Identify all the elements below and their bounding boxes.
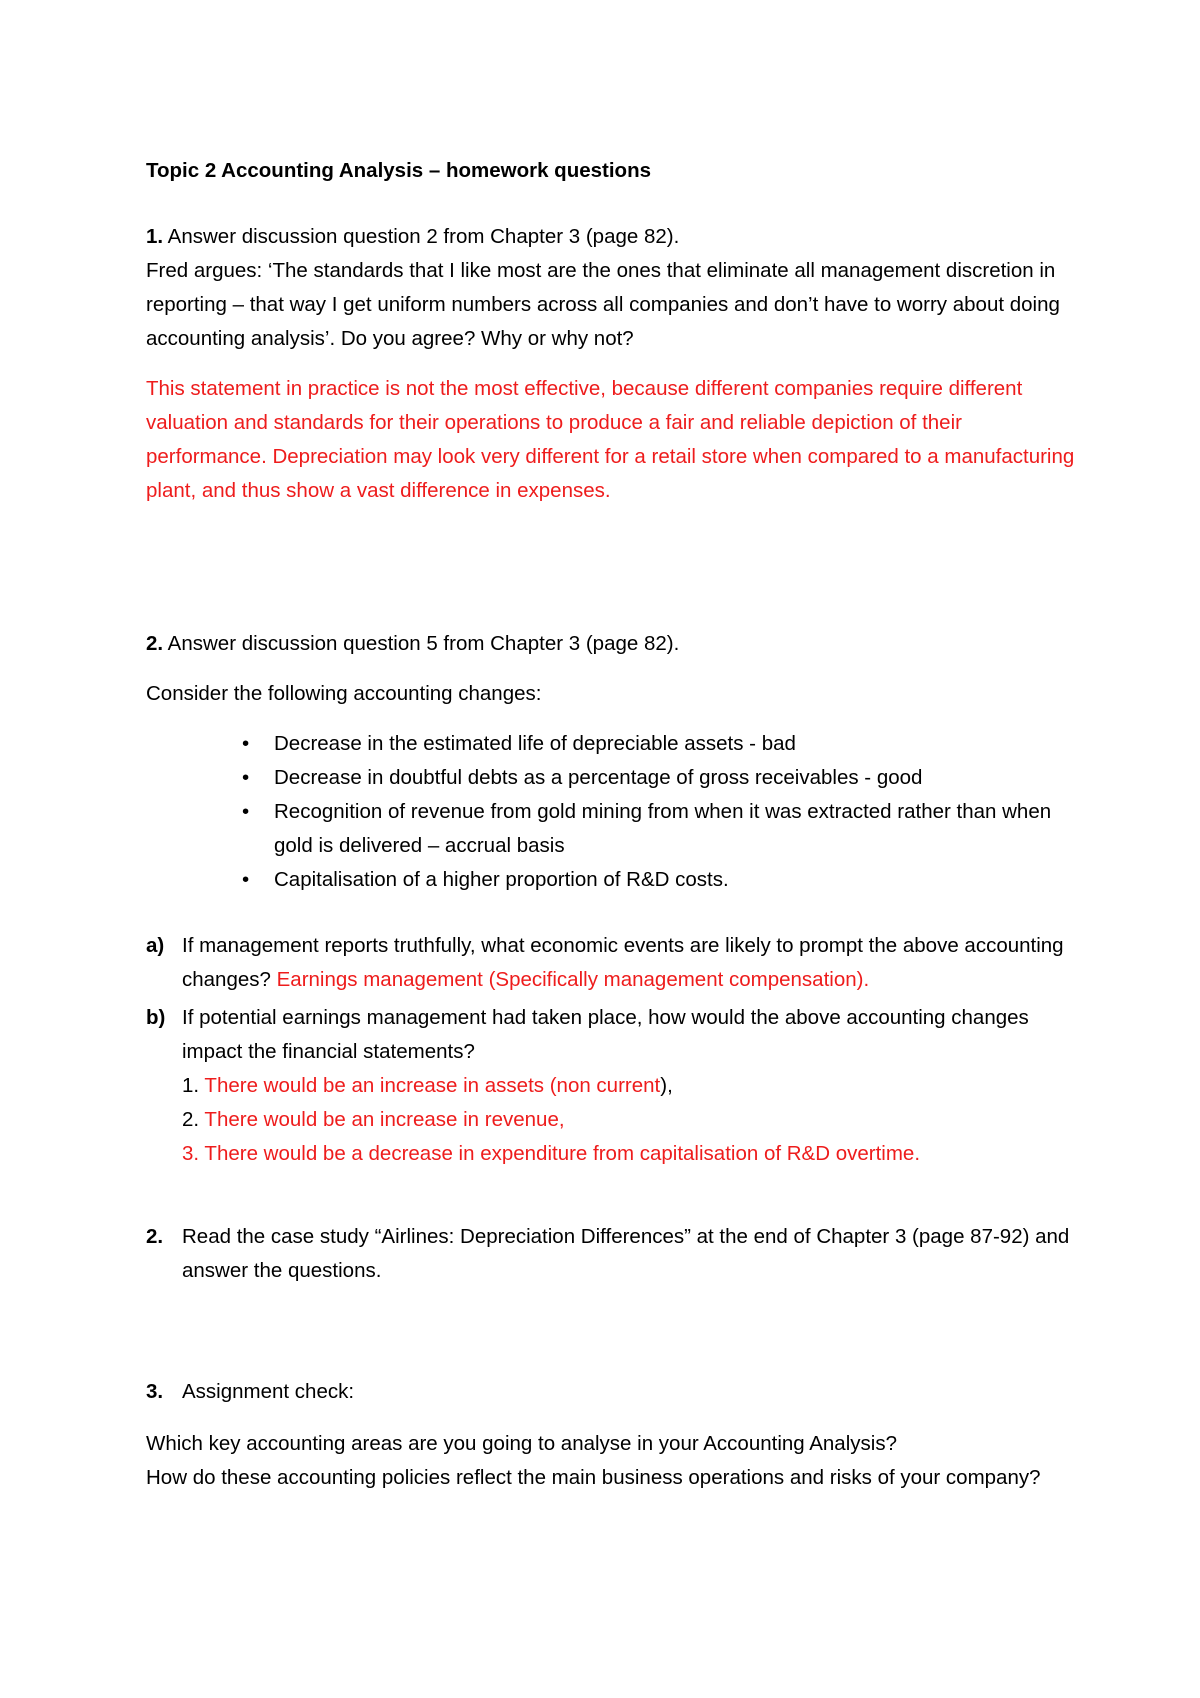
question-1-heading: 1. Answer discussion question 2 from Chapter 3 (page 82). xyxy=(146,225,680,248)
subquestion-b xyxy=(146,1001,1076,1171)
subquestion-b-answer-2: 2. There would be an increase in revenue, xyxy=(182,1108,565,1131)
answer-1: This statement in practice is not the most effective, because different companies require different valuation and standards for their operations to produce a fair and reliable depiction of their performance. Depreciation may look very different for a retail store when compared to a manufacturing plant, and thus show a vast difference in expenses. xyxy=(146,377,1075,502)
list-item: • Decrease in doubtful debts as a percentage of gross receivables - good xyxy=(232,761,1052,795)
question-3 xyxy=(146,1375,1076,1409)
case-study-text: Read the case study “Airlines: Depreciation Differences” at the end of Chapter 3 (page 87-92) and answer the questions. xyxy=(182,1225,1070,1282)
question-1-number: 1. xyxy=(146,225,164,248)
subquestion-b-label: b) xyxy=(146,1006,166,1029)
case-study-number: 2. xyxy=(146,1225,164,1248)
subquestion-b-answer-3: 3. There would be a decrease in expenditure from capitalisation of R&D overtime. xyxy=(182,1142,921,1165)
subquestion-b-text: If potential earnings management had taken place, how would the above accounting changes impact the financial statements? xyxy=(182,1006,1029,1063)
list-item: • Recognition of revenue from gold mining from when it was extracted rather than when gold is delivered – accrual basis xyxy=(232,795,1052,863)
subquestion-b-answer-1: 1. There would be an increase in assets (non current), xyxy=(182,1074,673,1097)
subquestion-a-answer: Earnings management (Specifically management compensation). xyxy=(270,968,870,991)
question-2-intro: Consider the following accounting changes: xyxy=(146,682,542,705)
question-2-heading: 2. Answer discussion question 5 from Chapter 3 (page 82). xyxy=(146,632,680,655)
subquestion-a-text: If management reports truthfully, what economic events are likely to prompt the above accounting changes? xyxy=(182,934,1064,991)
subquestion-a-label: a) xyxy=(146,934,165,957)
assignment-question-2: How do these accounting policies reflect the main business operations and risks of your company? xyxy=(146,1466,1041,1489)
accounting-changes-list xyxy=(232,727,1052,897)
bullet-icon: • xyxy=(242,732,250,755)
page-title: Topic 2 Accounting Analysis – homework questions xyxy=(146,159,651,182)
assignment-question-1: Which key accounting areas are you going to analyse in your Accounting Analysis? xyxy=(146,1432,897,1455)
list-item: • Capitalisation of a higher proportion of R&D costs. xyxy=(232,863,1052,897)
bullet-icon: • xyxy=(242,868,250,891)
case-study-question xyxy=(146,1220,1076,1288)
bullet-icon: • xyxy=(242,800,250,823)
assignment-check-questions xyxy=(146,1427,1080,1495)
list-item: • Decrease in the estimated life of depreciable assets - bad xyxy=(232,727,1052,761)
question-3-text: Assignment check: xyxy=(182,1380,355,1403)
question-1 xyxy=(146,220,1080,356)
question-1-body: Fred argues: ‘The standards that I like most are the ones that eliminate all management discretion in reporting – that way I get uniform numbers across all companies and don’t have to worry about doing accounting analysis’. Do you agree? Why or why not? xyxy=(146,259,1060,350)
question-3-number: 3. xyxy=(146,1380,164,1403)
subquestion-a xyxy=(146,929,1076,997)
bullet-icon: • xyxy=(242,766,250,789)
question-2-number: 2. xyxy=(146,632,164,655)
